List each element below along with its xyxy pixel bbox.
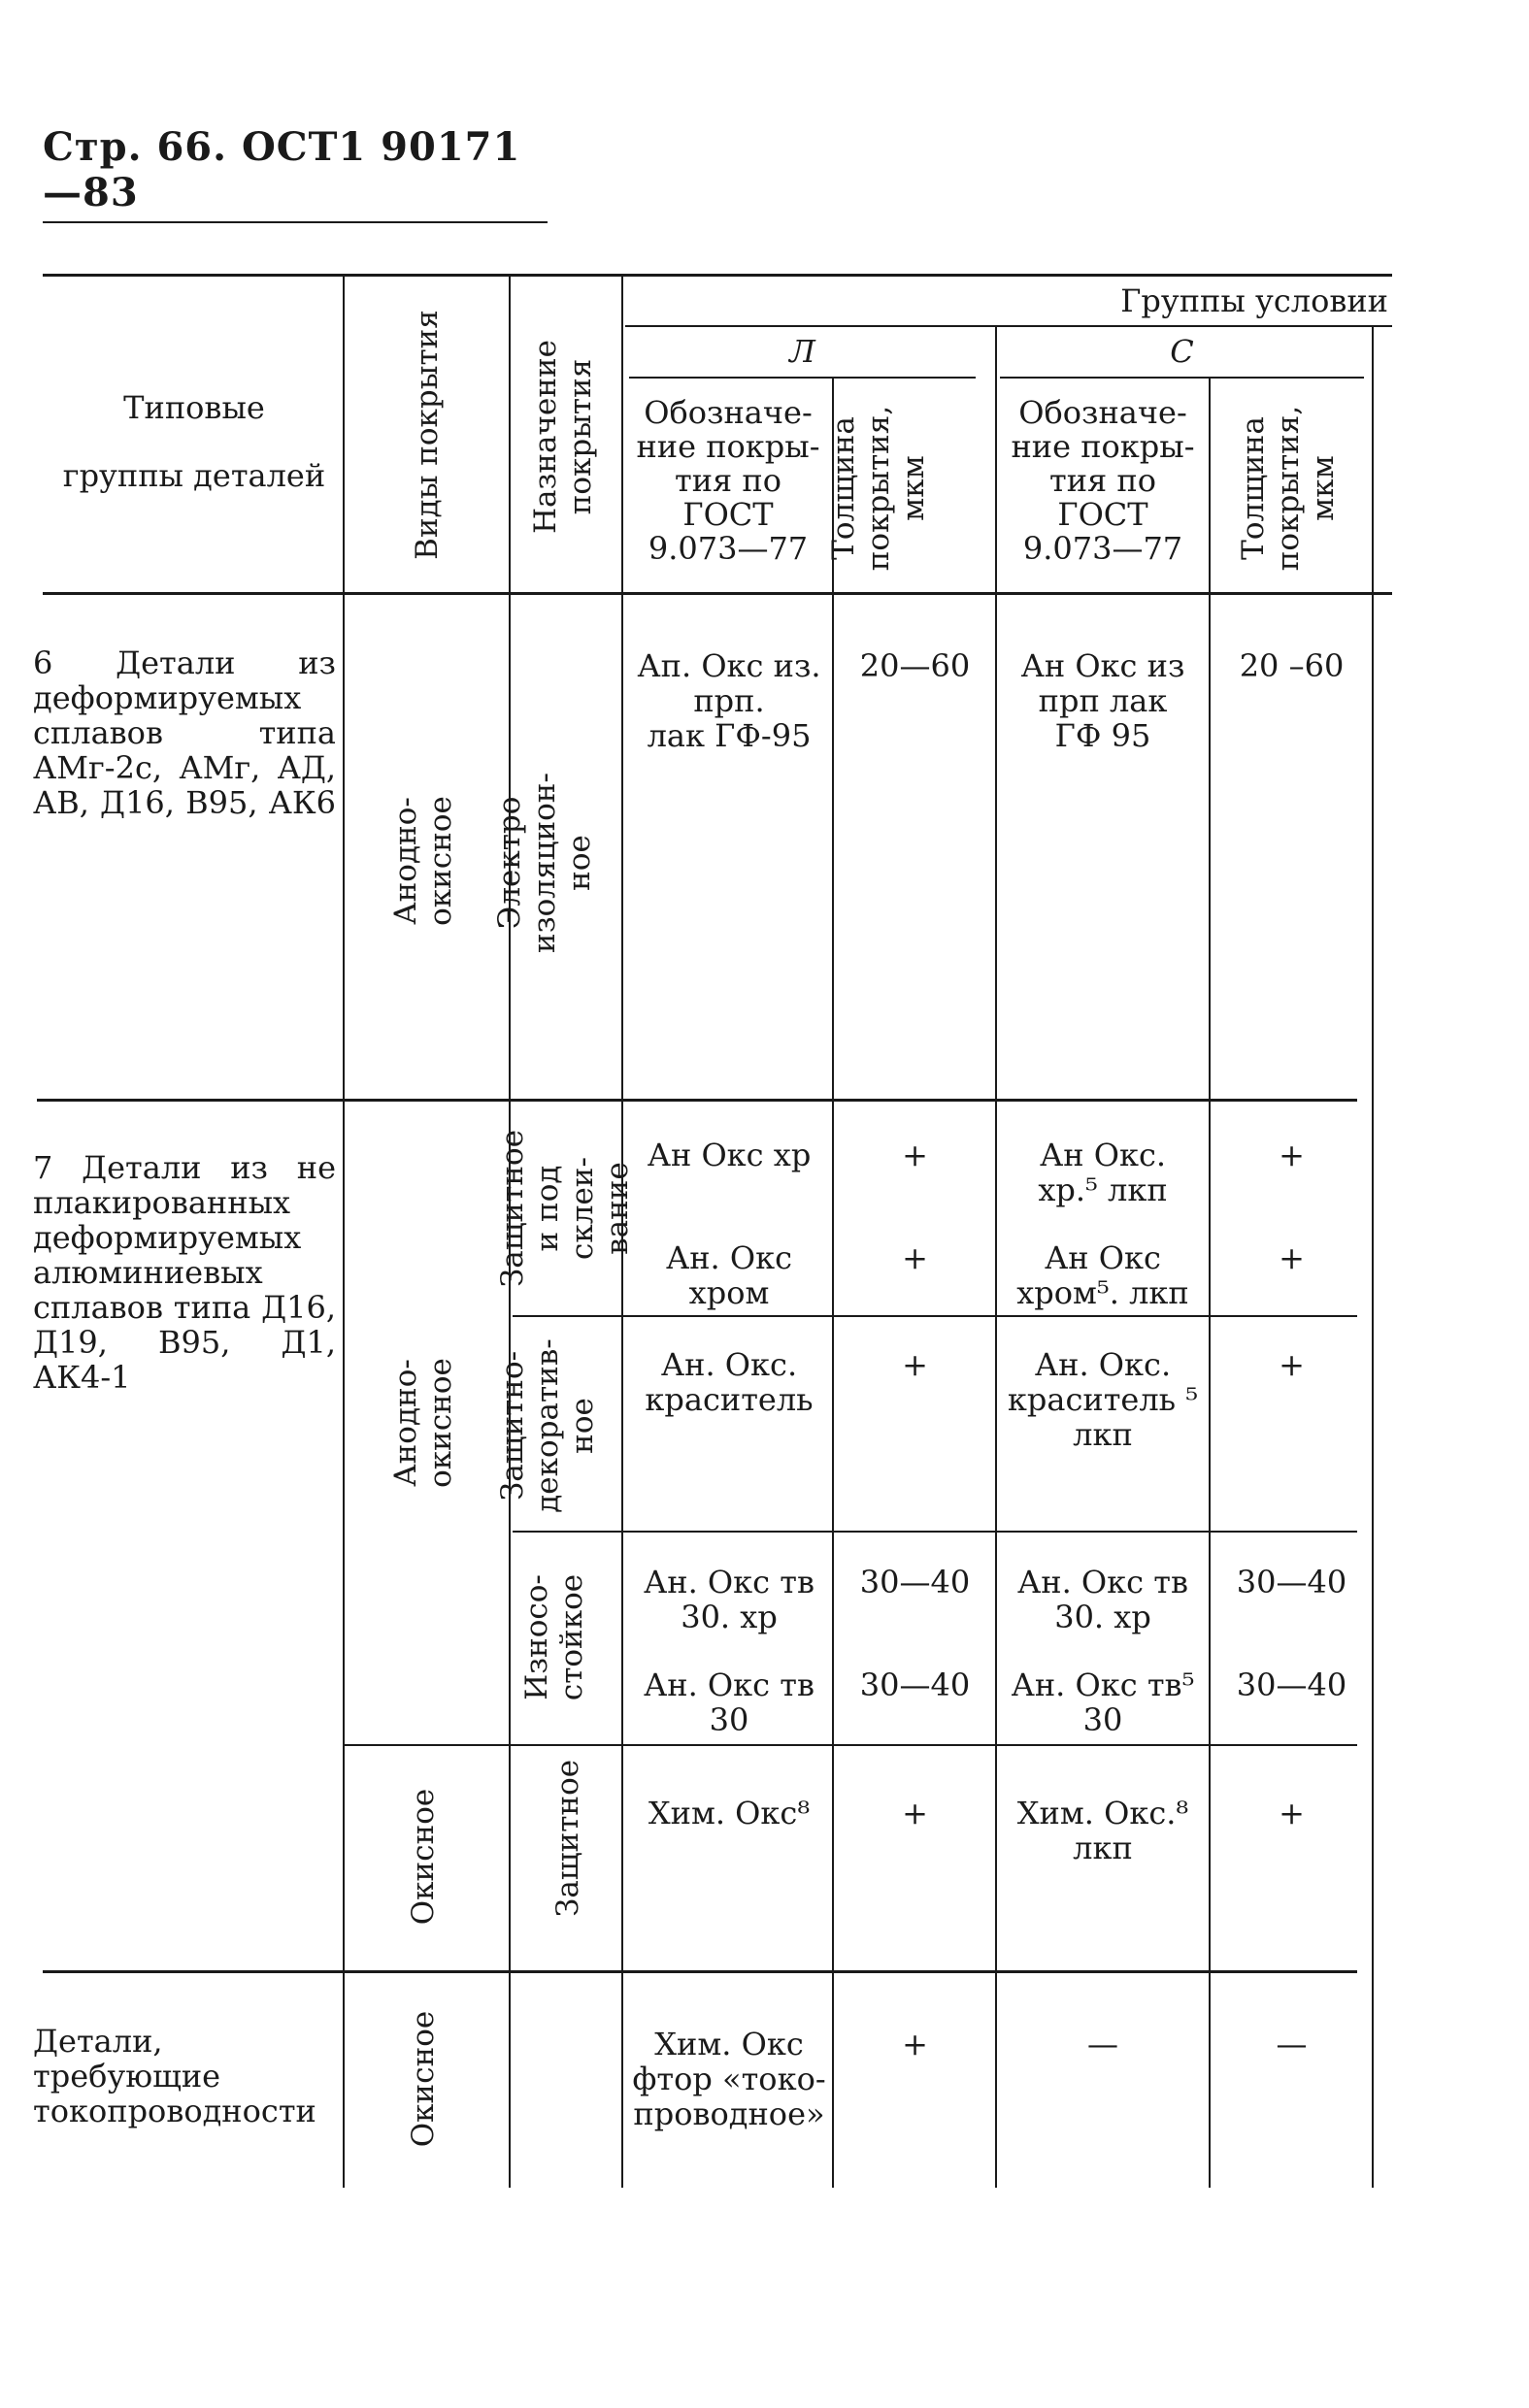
row7-type-anodic: Анодно- окисное: [388, 1358, 458, 1488]
row7-b-l-designation: Ан. Окс хром: [665, 1239, 793, 1311]
row6-s-designation: Ан Окс из прп лак ГФ 95: [1020, 647, 1185, 754]
row7-e-s-thickness: 30—40: [1236, 1666, 1347, 1703]
row7-split-1: [513, 1315, 1357, 1317]
conditions-rule: [625, 325, 1392, 327]
row7-split-2: [513, 1531, 1357, 1533]
row7-b-s-thickness: +: [1279, 1239, 1305, 1276]
row7-a-l-designation: Ан Окс хр: [647, 1137, 812, 1173]
row7-e-l-designation: Ан. Окс тв 30: [644, 1666, 814, 1738]
row7-f-l-designation: Хим. Окс⁸: [648, 1795, 811, 1831]
row7-f-s-thickness: +: [1279, 1795, 1305, 1831]
row8-part: Детали, требующие токопроводности: [33, 2023, 316, 2129]
header-l-thickness: Толщина покрытия, мкм: [826, 405, 931, 572]
header-conditions-group: Группы условии: [1120, 282, 1388, 319]
header-s-thickness: Толщина покрытия, мкм: [1236, 405, 1341, 572]
row7-e-s-designation: Ан. Окс тв⁵ 30: [1011, 1666, 1195, 1738]
header-coating-types: Виды покрытия: [410, 310, 445, 560]
row8-s-thickness: —: [1276, 2026, 1308, 2062]
page-header: Стр. 66. ОСТ1 90171—83: [43, 124, 548, 223]
row7-d-l-thickness: 30—40: [859, 1564, 971, 1600]
row8-l-thickness: +: [902, 2026, 928, 2062]
row8-type: Окисное: [406, 2010, 441, 2148]
group-l-rule: [629, 377, 976, 379]
row7-f-l-thickness: +: [902, 1795, 928, 1831]
row7-a-s-thickness: +: [1279, 1137, 1305, 1173]
row7-purpose-protective-gluing: Защитное и под склеи- вание: [495, 1129, 635, 1288]
row8-s-designation: —: [1087, 2026, 1118, 2062]
row7-c-s-thickness: +: [1279, 1346, 1305, 1383]
row7-d-s-designation: Ан. Окс тв 30. хр: [1017, 1564, 1188, 1635]
row6-purpose: Электро изоляцион- ное: [492, 773, 597, 953]
row7-c-s-designation: Ан. Окс. краситель ⁵ лкп: [1007, 1346, 1199, 1453]
row7-d-l-designation: Ан. Окс тв 30. хр: [644, 1564, 814, 1635]
row7-purpose-wear-resistant: Износо- стойкое: [519, 1573, 589, 1701]
row7-type-oxide: Окисное: [406, 1788, 441, 1926]
header-group-l: Л: [789, 333, 815, 370]
row8-l-designation: Хим. Окс фтор «токо- проводное»: [632, 2026, 826, 2132]
row7-purpose-decorative: Защитно- декоратив- ное: [495, 1338, 600, 1513]
row7-split-3: [345, 1744, 1357, 1746]
header-coating-purpose: Назначение покрытия: [528, 339, 598, 535]
row6-bottom-rule: [37, 1099, 1357, 1102]
row7-e-l-thickness: 30—40: [859, 1666, 971, 1703]
row6-s-thickness: 20 –60: [1239, 647, 1345, 684]
row7-d-s-thickness: 30—40: [1236, 1564, 1347, 1600]
row6-type: Анодно- окисное: [388, 796, 458, 926]
row7-a-s-designation: Ан Окс. хр.⁵ лкп: [1038, 1137, 1168, 1208]
row7-f-s-designation: Хим. Окс.⁸ лкп: [1016, 1795, 1189, 1866]
row7-b-l-thickness: +: [902, 1239, 928, 1276]
row7-a-l-thickness: +: [902, 1137, 928, 1173]
header-s-designation: Обозначе- ние покры- тия по ГОСТ 9.073—77: [1011, 394, 1195, 567]
header-l-designation: Обозначе- ние покры- тия по ГОСТ 9.073—77: [636, 394, 820, 567]
header-typical-groups: Типовые группы деталей: [62, 389, 326, 494]
row7-purpose-protective: Защитное: [550, 1759, 585, 1917]
header-bottom-rule: [43, 592, 1392, 595]
col-line-7: [1372, 325, 1374, 2188]
col-line-5: [995, 325, 997, 2188]
row6-part: 6 Детали из деформируемых сплавов типа АМг-2с, АМг, АД, АВ, Д16, В95, АК6: [33, 644, 336, 821]
row7-b-s-designation: Ан Окс хром⁵. лкп: [1016, 1239, 1189, 1311]
col-line-1: [343, 274, 345, 2188]
row7-c-l-thickness: +: [902, 1346, 928, 1383]
row6-l-thickness: 20—60: [859, 647, 971, 684]
header-group-s: С: [1170, 333, 1194, 370]
col-line-4: [832, 377, 834, 2188]
row7-c-l-designation: Ан. Окс. краситель: [645, 1346, 814, 1418]
row7-bottom-rule: [43, 1970, 1357, 1973]
row6-l-designation: Ап. Окс из. прп. лак ГФ-95: [637, 647, 821, 754]
group-s-rule: [1000, 377, 1364, 379]
row7-part: 7 Детали из не плакированных деформируемых алюминиевых сплавов типа Д16, Д19, В95, Д1, АК4-1: [33, 1149, 336, 1396]
table-top-rule: [43, 274, 1392, 277]
col-line-6: [1209, 377, 1211, 2188]
